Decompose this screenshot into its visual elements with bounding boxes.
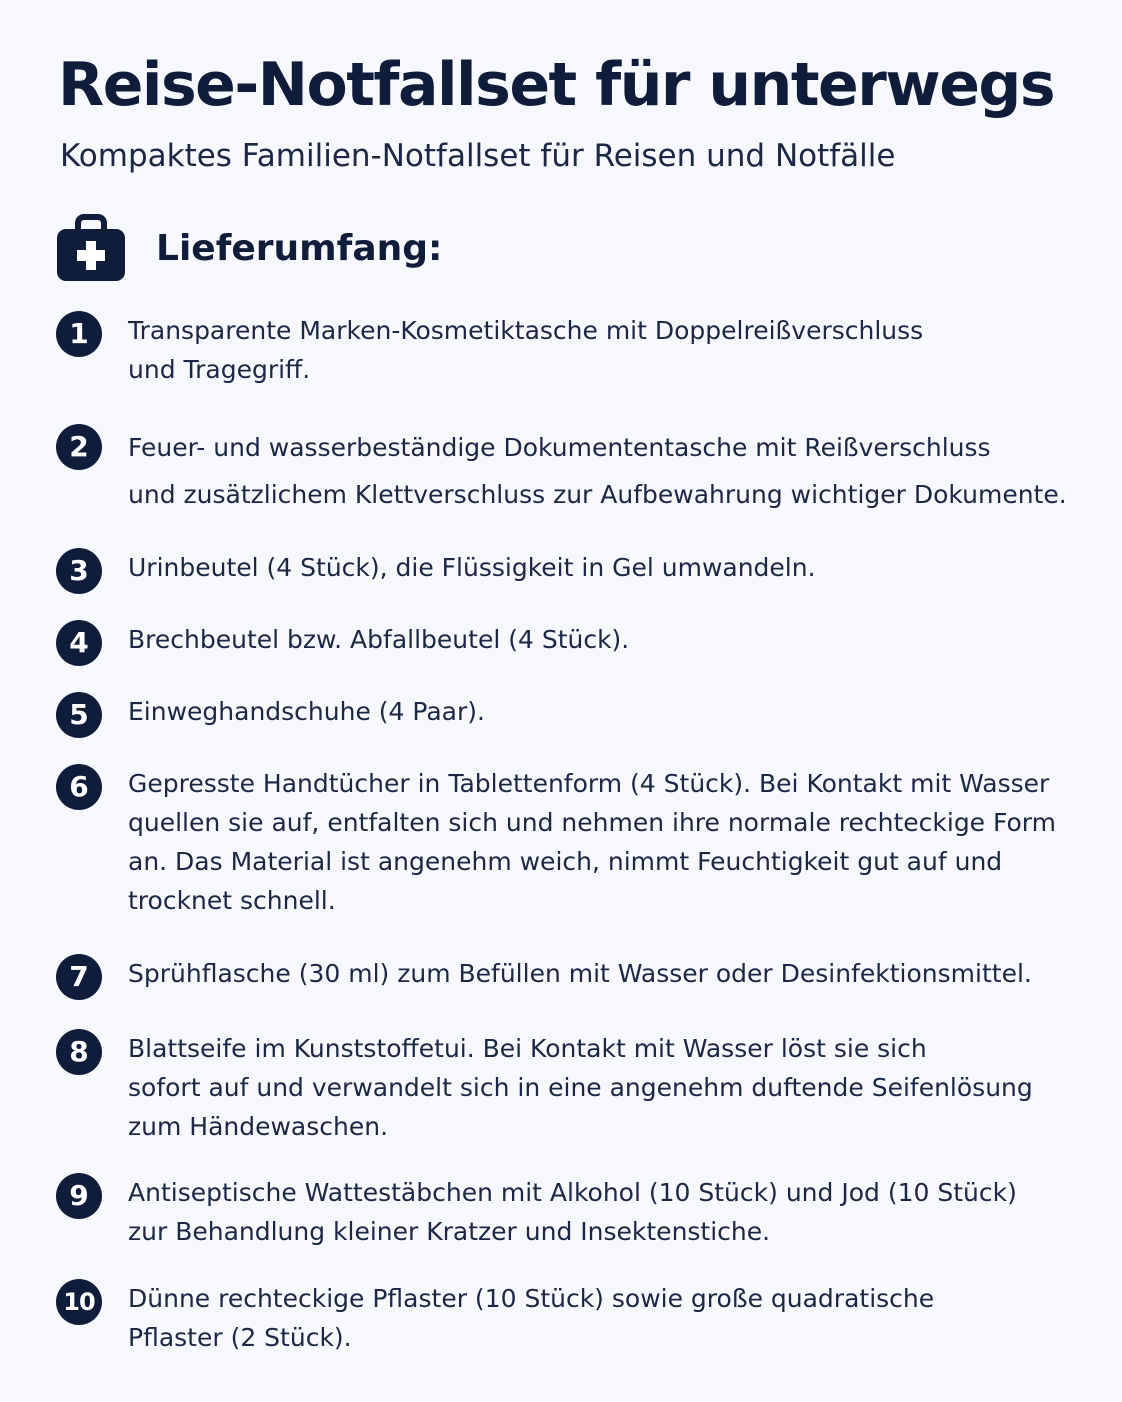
item-text	[128, 764, 1078, 920]
item-text-line: und zusätzlichem Klettverschluss zur Aufbewahrung wichtiger Dokumente.	[128, 480, 1067, 509]
item-number-badge: 6	[56, 764, 102, 810]
item-text-line: Pflaster (2 Stück).	[128, 1323, 352, 1352]
item-text	[128, 1173, 1078, 1251]
item-text	[128, 692, 1078, 731]
item-number-badge: 7	[56, 954, 102, 1000]
item-number-badge: 2	[56, 424, 102, 470]
item-text-line: zum Händewaschen.	[128, 1112, 389, 1141]
item-text-line: Antiseptische Wattestäbchen mit Alkohol (10 Stück) und Jod (10 Stück)	[128, 1178, 1017, 1207]
item-text-line: Blattseife im Kunststoffetui. Bei Kontakt mit Wasser löst sie sich	[128, 1034, 927, 1063]
item-number-badge: 8	[56, 1029, 102, 1075]
item-text-line: Einweghandschuhe (4 Paar).	[128, 697, 485, 726]
item-text-line: Dünne rechteckige Pflaster (10 Stück) sowie große quadratische	[128, 1284, 935, 1313]
item-text	[128, 954, 1078, 993]
item-text-line: quellen sie auf, entfalten sich und nehmen ihre normale rechteckige Form	[128, 808, 1056, 837]
item-text-line: Feuer- und wasserbeständige Dokumententasche mit Reißverschluss	[128, 433, 991, 462]
item-number-badge: 4	[56, 620, 102, 666]
item-text-line: Sprühflasche (30 ml) zum Befüllen mit Wasser oder Desinfektionsmittel.	[128, 959, 1032, 988]
section-title: Lieferumfang:	[156, 227, 443, 269]
item-text	[128, 311, 1078, 389]
page-title: Reise-Notfallset für unterwegs	[58, 50, 1055, 120]
item-text-line: Urinbeutel (4 Stück), die Flüssigkeit in Gel umwandeln.	[128, 553, 816, 582]
item-text-line: und Tragegriff.	[128, 355, 311, 384]
item-text	[128, 1279, 1078, 1357]
item-text-line: Gepresste Handtücher in Tablettenform (4 Stück). Bei Kontakt mit Wasser	[128, 769, 1050, 798]
section-header	[56, 214, 442, 282]
item-text-line: Brechbeutel bzw. Abfallbeutel (4 Stück).	[128, 625, 630, 654]
item-number-badge: 9	[56, 1173, 102, 1219]
item-text	[128, 548, 1078, 587]
item-text-line: zur Behandlung kleiner Kratzer und Insektenstiche.	[128, 1217, 771, 1246]
first-aid-kit-icon	[56, 214, 126, 282]
item-text	[128, 620, 1078, 659]
item-number-badge: 3	[56, 548, 102, 594]
item-text-line: an. Das Material ist angenehm weich, nimmt Feuchtigkeit gut auf und	[128, 847, 1003, 876]
item-text-line: sofort auf und verwandelt sich in eine angenehm duftende Seifenlösung	[128, 1073, 1033, 1102]
item-number-badge: 1	[56, 311, 102, 357]
item-text	[128, 1029, 1078, 1146]
item-number-badge: 5	[56, 692, 102, 738]
item-text-line: Transparente Marken-Kosmetiktasche mit Doppelreißverschluss	[128, 316, 924, 345]
item-number-badge: 10	[56, 1279, 102, 1325]
page-subtitle: Kompaktes Familien-Notfallset für Reisen und Notfälle	[60, 138, 896, 174]
item-text-line: trocknet schnell.	[128, 886, 336, 915]
item-text	[128, 424, 1078, 518]
